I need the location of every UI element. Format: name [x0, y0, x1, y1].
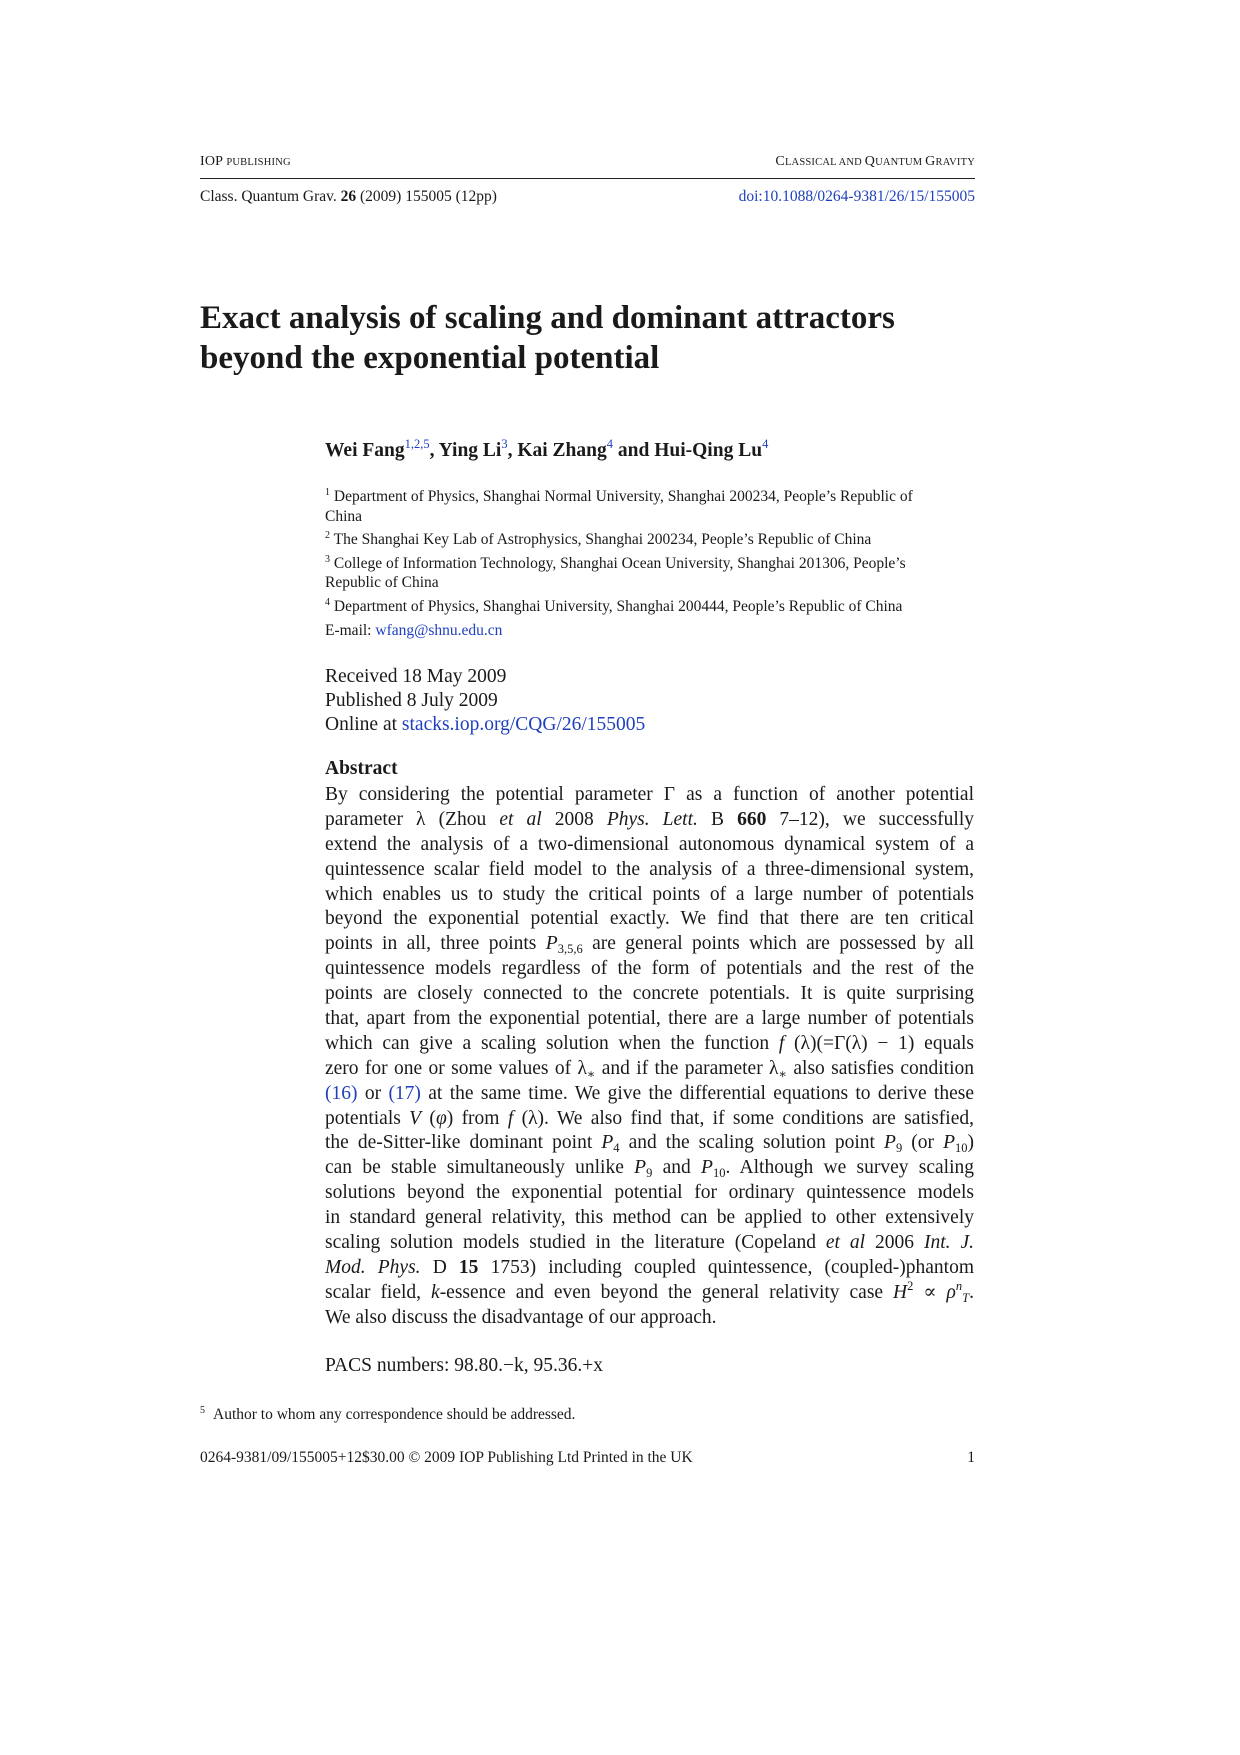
online-location: Online at stacks.iop.org/CQG/26/155005 — [325, 714, 646, 735]
abstract-body — [325, 783, 974, 1331]
abstract-line: (16) or (17) at the same time. We give the differential equations to derive these — [325, 1082, 975, 1104]
abstract-line: Mod. Phys. D 15 1753) including coupled quintessence, (coupled-)phantom — [325, 1256, 974, 1278]
abstract-line: which can give a scaling solution when the function f (λ)(=Γ(λ) − 1) equals — [325, 1032, 974, 1054]
email-link[interactable]: wfang@shnu.edu.cn — [375, 622, 503, 639]
abstract-line: the de-Sitter-like dominant point $P_4$ and the scaling solution point $P_9$ (or $P_{10}$) — [325, 1132, 974, 1156]
abstract-line: scalar field, k-essence and even beyond the general relativity case $H^2 \propto \rho^n_T$. — [325, 1278, 974, 1305]
abstract-line: By considering the potential parameter Γ as a function of another potential — [325, 784, 974, 805]
abstract-line: in standard general relativity, this method can be applied to other extensively — [325, 1207, 974, 1229]
published-date: Published 8 July 2009 — [325, 690, 498, 711]
copyright-footer: 0264-9381/09/155005+12$30.00 © 2009 IOP Publishing Ltd Printed in the UK — [200, 1449, 693, 1466]
received-date: Received 18 May 2009 — [325, 666, 507, 687]
abstract-line: scaling solution models studied in the literature (Copeland et al 2006 Int. J. — [325, 1232, 974, 1254]
journal-name: CLASSICAL AND QUANTUM GRAVITY — [775, 154, 975, 169]
abstract-line: parameter λ (Zhou et al 2008 Phys. Lett. B 660 7–12), we successfully — [325, 808, 974, 830]
publication-dates — [325, 665, 645, 737]
affiliation-item: $^3$ College of Information Technology, Shanghai Ocean University, Shanghai 201306, People’s Republic of China — [325, 553, 906, 591]
contact-email: E-mail: wfang@shnu.edu.cn — [325, 622, 503, 639]
author-affiliation-link[interactable]: 4 — [606, 437, 614, 451]
author-name: Hui-Qing Lu — [654, 440, 763, 461]
affiliation-item: $^2$ The Shanghai Key Lab of Astrophysics, Shanghai 200234, People’s Republic of China — [325, 530, 872, 548]
abstract-line: which enables us to study the critical points of a large number of potentials — [325, 883, 974, 905]
title-line-2: beyond the exponential potential — [200, 340, 660, 376]
journal-citation: Class. Quantum Grav. 26 (2009) 155005 (12pp) — [200, 188, 497, 205]
author-affiliation-link[interactable]: 4 — [762, 437, 769, 451]
author-affiliation-link[interactable]: 1,2,5 — [404, 437, 430, 451]
abstract-line: points are closely connected to the concrete potentials. It is quite surprising — [325, 983, 974, 1005]
abstract-line: beyond the exponential potential exactly. We find that there are ten critical — [325, 908, 974, 930]
abstract-line: quintessence scalar field model to the analysis of a three-dimensional system, — [325, 858, 974, 880]
equation-17-link[interactable]: (17) — [388, 1082, 421, 1104]
doi-link[interactable]: doi:10.1088/0264-9381/26/15/155005 — [738, 188, 975, 205]
abstract-heading: Abstract — [325, 758, 398, 779]
author-name: Kai Zhang — [517, 440, 607, 461]
publisher-name: IOP PUBLISHING — [200, 154, 291, 169]
equation-16-link[interactable]: (16) — [325, 1082, 358, 1104]
title-line-1: Exact analysis of scaling and dominant attractors — [200, 300, 895, 336]
author-affiliation-link[interactable]: 3 — [501, 437, 508, 451]
online-url-link[interactable]: stacks.iop.org/CQG/26/155005 — [401, 714, 646, 735]
author-name: Wei Fang — [325, 440, 405, 461]
correspondence-footnote: $^5$ Author to whom any correspondence should be addressed. — [200, 1405, 576, 1423]
abstract-line: We also discuss the disadvantage of our approach. — [325, 1306, 717, 1328]
abstract-line: can be stable simultaneously unlike $P_9$ and $P_{10}$. Although we survey scaling — [325, 1157, 975, 1181]
abstract-line: zero for one or some values of $\lambda_∗$ and if the parameter $\lambda_∗$ also satisfies condition — [325, 1057, 974, 1081]
affiliations — [325, 483, 985, 616]
abstract-line: extend the analysis of a two-dimensional autonomous dynamical system of a — [325, 833, 974, 855]
author-name: Ying Li — [438, 440, 502, 461]
abstract-line: potentials V (φ) from f (λ). We also find that, if some conditions are satisfied, — [325, 1107, 975, 1129]
abstract-line: that, apart from the exponential potential, there are a large number of potentials — [325, 1008, 974, 1030]
abstract-line: points in all, three points $P_{3,5,6}$ are general points which are possessed by all — [325, 933, 974, 957]
affiliation-item: $^1$ Department of Physics, Shanghai Normal University, Shanghai 200234, People’s Republic of China — [325, 487, 913, 525]
paper-title — [200, 298, 1000, 378]
pacs-numbers: PACS numbers: 98.80.−k, 95.36.+x — [325, 1355, 604, 1376]
abstract-line: quintessence models regardless of the form of potentials and the rest of the — [325, 958, 974, 980]
page-number: 1 — [967, 1449, 975, 1466]
affiliation-item: $^4$ Department of Physics, Shanghai University, Shanghai 200444, People’s Republic of China — [325, 596, 903, 615]
header-divider — [200, 178, 975, 179]
author-list: Wei Fang$^{1,2,5}$, Ying Li$^3$, Kai Zhang$^4$ and Hui-Qing Lu$^4$ — [325, 437, 769, 461]
abstract-line: solutions beyond the exponential potential for ordinary quintessence models — [325, 1182, 974, 1204]
